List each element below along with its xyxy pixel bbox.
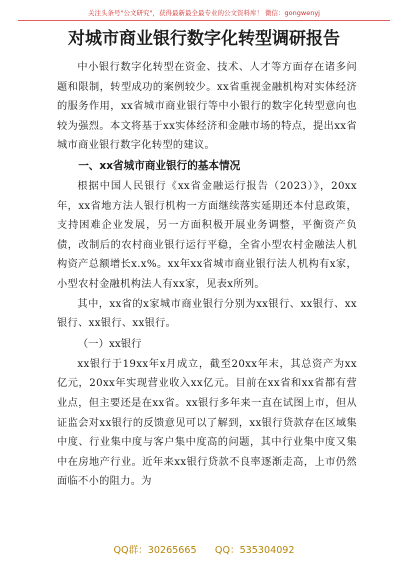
document-title: 对城市商业银行数字化转型调研报告 <box>68 29 340 49</box>
promo-banner: 关注头条号"公文研究"，获得最新最全最专业的公文资料库！ 微信：gongwenyj <box>18 6 390 21</box>
intro-paragraph: 中小银行数字化转型在资金、技术、人才等方面存在诸多问题和限制，转型成功的案例较少。xx省重视金融机构对实体经济的服务作用，xx省城市商业银行等中小银行的数字化转型意向也较为强烈。本文将基于xx实体经济和金融市场的特点，提出xx省城市商业银行数字化转型的建议。 <box>57 62 357 152</box>
document-body <box>57 58 357 544</box>
body-paragraph: 其中，xx省的x家城市商业银行分别为xx银行、xx银行、xx银行、xx银行、xx银行。 <box>57 298 357 330</box>
body-paragraph: 根据中国人民银行《xx省金融运行报告（2023）》，20xx年，xx省地方法人银行机构一方面继续落实延期还本付息政策，支持困难企业发展，另一方面积极开展业务调整，平衡资产负债，改制后的农村商业银行运行平稳，全省小型农村金融法人机构资产总额增长x.x%。xx年xx省城市商业银行法人机构有x家，小型农村金融机构法人有xx家，见表x所列。 <box>57 180 357 290</box>
body-paragraph: xx银行于19xx年x月成立，截至20xx年末，其总资产为xx亿元，20xx年实现营业收入xx亿元。目前在xx省和xx省都有营业点，但主要还是在xx省。xx银行多年来一直在试图上市，但从证监会对xx银行的反馈意见可以了解到，xx银行贷款存在区域集中度、行业集中度与客户集中度高的问题，其中行业集中度又集中在房地产行业。近年来xx银行贷款不良率逐渐走高，上市仍然面临不小的阻力。为 <box>57 358 357 488</box>
section-heading: 一、xx省城市商业银行的基本情况 <box>78 159 241 172</box>
footer-contact: QQ群：30265665 QQ：535304092 <box>113 545 295 556</box>
subsection-heading: （一）xx银行 <box>77 337 142 350</box>
